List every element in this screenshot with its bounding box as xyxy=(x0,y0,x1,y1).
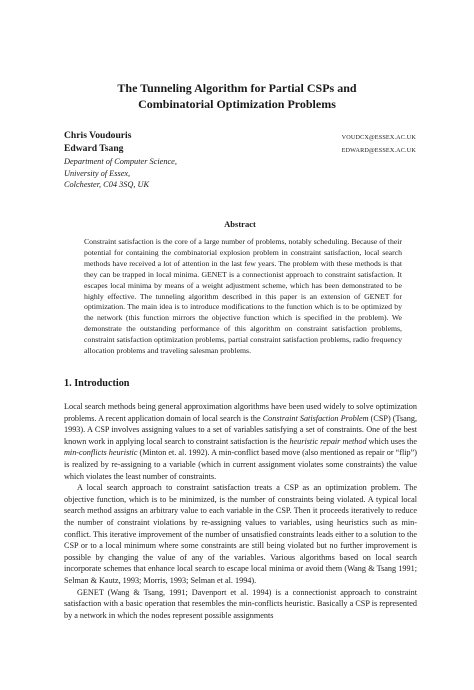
author-email: EDWARD@ESSEX.AC.UK xyxy=(341,147,416,155)
italic-term: Constraint Satisfaction Problem xyxy=(262,413,369,423)
title-line: The Tunneling Algorithm for Partial CSPs and xyxy=(117,81,357,95)
author-name: Chris Voudouris xyxy=(64,130,132,141)
author-email: VOUDCX@ESSEX.AC.UK xyxy=(341,134,416,141)
author-block xyxy=(64,130,416,190)
affiliation-line: University of Essex, xyxy=(64,168,131,178)
affiliation-line: Colchester, C04 3SQ, UK xyxy=(64,179,150,189)
section-heading: 1. Introduction xyxy=(64,378,130,389)
body-text xyxy=(64,401,417,621)
paragraph: GENET (Wang & Tsang, 1991; Davenport et al. 1994) is a connectionist approach to constraint satisfaction with a basic operation that resembles the min-conflicts heuristic. Basically a CSP is represented by a network in which the nodes represent possible assignments xyxy=(64,587,417,620)
title-line: Combinatorial Optimization Problems xyxy=(138,97,336,111)
affiliation-line: Department of Computer Science, xyxy=(64,157,177,167)
abstract-heading: Abstract xyxy=(224,219,256,229)
text-run: Local search methods being general approximation algorithms have been used widely to solve optimization problems. A recent application domain of local search is the xyxy=(64,402,417,423)
text-run: which uses the xyxy=(366,436,417,446)
paper-title xyxy=(40,80,434,112)
abstract-text: Constraint satisfaction is the core of a large number of problems, notably scheduling. Because of their potential for containing the combinatorial explosion problem in constraint satisfaction, local search methods have received a lot of attention in the last few years. The problem with these methods is that they can be trapped in local minima. GENET is a connectionist approach to constraint satisfaction. It escapes local minima by means of a weight adjustment scheme, which has been demonstrated to be highly effective. The tunneling algorithm described in this paper is an extension of GENET for optimization. The main idea is to introduce modifications to the function which is to be optimized by the network (this function mirrors the objective function which is specified in the problem). We demonstrate the outstanding performance of this algorithm on constraint satisfaction problems, constraint satisfaction optimization problems, partial constraint satisfaction problems, radio frequency allocation problems and traveling salesman problems. xyxy=(84,237,402,356)
author-row xyxy=(64,130,416,143)
italic-term: min-conflicts heuristic xyxy=(64,448,138,458)
author-row xyxy=(64,143,416,156)
author-name: Edward Tsang xyxy=(64,143,124,155)
italic-term: heuristic repair method xyxy=(289,436,367,446)
paragraph xyxy=(64,401,417,482)
text-run: (Minton et. al. 1992). A min-conflict based move (also mentioned as repair or “flip”) is realized by re-assigning to a variable (which in current assignment violates some constraints) the value which violates the least number of constraints. xyxy=(64,448,418,481)
paragraph: A local search approach to constraint satisfaction treats a CSP as an optimization problem. The objective function, which is to be minimized, is the number of constraints being violated. A typical local search method assigns an arbitrary value to each variable in the CSP. Then it proceeds iteratively to reduce the number of constraint violations by re-assigning values to variables, using heuristics such as min-conflict. This iterative improvement of the number of unsatisfied constraints leads either to a solution to the CSP or to a local minimum where some constraints are still being violated but no further improvement is possible by changing the value of any of the variables. Various algorithms based on local search incorporate schemes that enhance local search to escape local minima or avoid them (Wang & Tsang 1991; Selman & Kautz, 1993; Morris, 1993; Selman et al. 1994). xyxy=(64,483,417,585)
text-run: (CSP) (Tsang, 1993). A CSP involves assigning values to a set of variables satisfying a set of constraints. One of the best known work in applying local search to constraint satisfaction is the xyxy=(64,413,418,446)
